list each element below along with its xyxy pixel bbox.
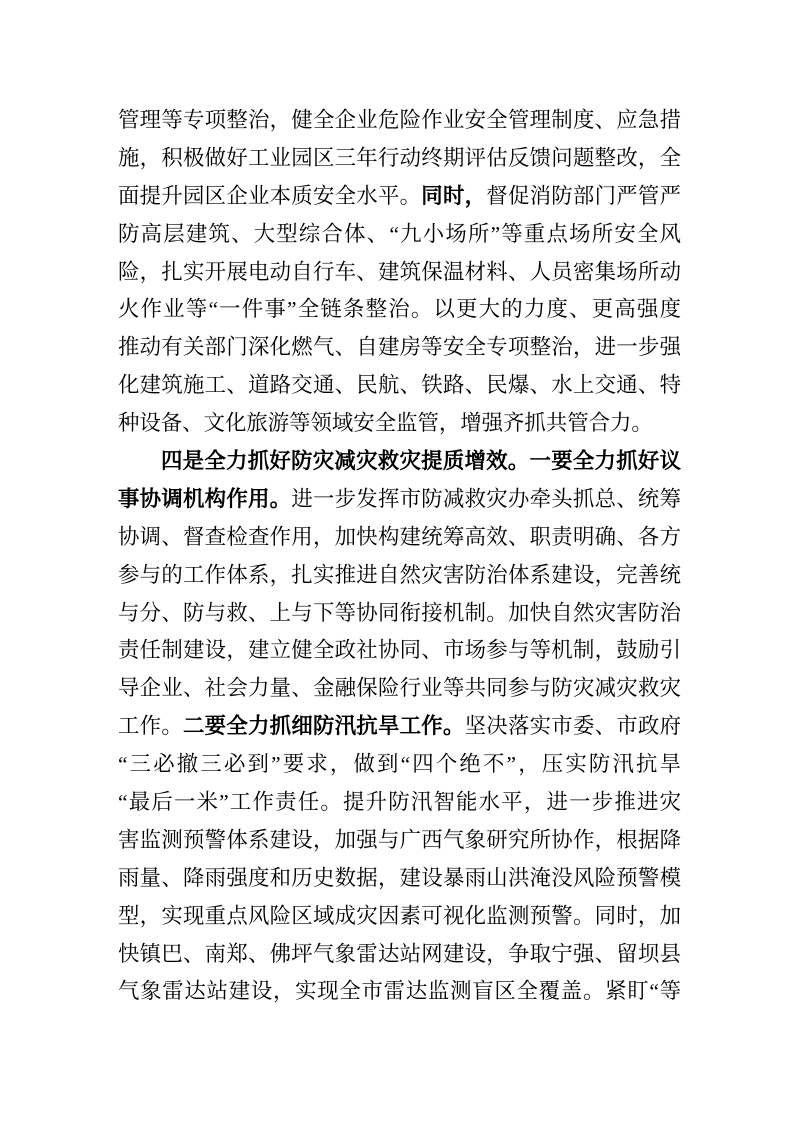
bold-text: 同时， xyxy=(421,183,487,208)
text-segment: 施，积极做好工业园区三年行动终期评估反馈问题整改，全 xyxy=(118,145,681,170)
text-segment: 化建筑施工、道路交通、民航、铁路、民爆、水上交通、特 xyxy=(118,373,681,398)
text-line xyxy=(118,595,681,633)
bold-text: 事协调机构作用。 xyxy=(118,486,292,511)
text-line xyxy=(118,746,681,784)
text-line xyxy=(118,405,681,443)
text-segment: 责任制建设，建立健全政社协同、市场参与等机制，鼓励引 xyxy=(118,638,681,663)
text-segment: 险，扎实开展电动自行车、建筑保温材料、人员密集场所动 xyxy=(118,259,681,284)
text-segment: 快镇巴、南郑、佛坪气象雷达站网建设，争取宁强、留坝县 xyxy=(118,941,681,966)
text-segment: 工作。 xyxy=(118,714,183,739)
text-line xyxy=(118,898,681,936)
text-line xyxy=(118,708,681,746)
text-segment: 督促消防部门严管严 xyxy=(486,183,681,208)
text-segment: 种设备、文化旅游等领域安全监管，增强齐抓共管合力。 xyxy=(118,411,653,436)
text-segment: 防高层建筑、大型综合体、“九小场所”等重点场所安全风 xyxy=(118,221,681,246)
text-line xyxy=(118,481,681,519)
text-segment: 推动有关部门深化燃气、自建房等安全专项整治，进一步强 xyxy=(118,335,681,360)
text-segment: 与分、防与救、上与下等协同衔接机制。加快自然灾害防治 xyxy=(118,600,681,625)
text-line xyxy=(118,216,681,254)
text-segment: 火作业等“一件事”全链条整治。以更大的力度、更高强度 xyxy=(118,297,681,322)
bold-text: 二要全力抓细防汛抗旱工作。 xyxy=(183,714,465,739)
text-segment: “三必撤三必到”要求，做到“四个绝不”，压实防汛抗旱 xyxy=(118,752,681,777)
text-segment: 雨量、降雨强度和历史数据，建设暴雨山洪淹没风险预警模 xyxy=(118,865,681,890)
text-line xyxy=(118,367,681,405)
text-line xyxy=(118,784,681,822)
text-line xyxy=(118,329,681,367)
bold-heading: 四是全力抓好防灾减灾救灾提质增效。一要全力抓好议 xyxy=(161,449,681,474)
text-line xyxy=(118,519,681,557)
text-segment: 参与的工作体系，扎实推进自然灾害防治体系建设，完善统 xyxy=(118,562,681,587)
text-line xyxy=(118,102,681,140)
text-line xyxy=(118,973,681,1011)
text-line xyxy=(118,860,681,898)
paragraph xyxy=(118,443,681,1011)
text-line xyxy=(118,291,681,329)
text-line xyxy=(118,140,681,178)
text-line xyxy=(118,178,681,216)
text-line xyxy=(118,670,681,708)
text-segment: “最后一米”工作责任。提升防汛智能水平，进一步推进灾 xyxy=(118,790,681,815)
text-line xyxy=(118,557,681,595)
text-line xyxy=(118,936,681,974)
text-segment: 协调、督查检查作用，加快构建统筹高效、职责明确、各方 xyxy=(118,524,681,549)
text-segment: 导企业、社会力量、金融保险行业等共同参与防灾减灾救灾 xyxy=(118,676,681,701)
text-line xyxy=(118,822,681,860)
text-line xyxy=(118,254,681,292)
paragraph xyxy=(118,102,681,443)
text-segment: 型，实现重点风险区域成灾因素可视化监测预警。同时，加 xyxy=(118,903,681,928)
text-segment: 进一步发挥市防减救灾办牵头抓总、统筹 xyxy=(291,486,681,511)
text-line xyxy=(118,632,681,670)
text-segment: 管理等专项整治，健全企业危险作业安全管理制度、应急措 xyxy=(118,108,681,132)
text-segment: 害监测预警体系建设，加强与广西气象研究所协作，根据降 xyxy=(118,827,681,852)
text-segment: 坚决落实市委、市政府 xyxy=(464,714,681,739)
body-text xyxy=(118,102,681,1011)
text-segment: 面提升园区企业本质安全水平。 xyxy=(118,183,422,208)
text-line xyxy=(118,443,681,481)
text-segment: 气象雷达站建设，实现全市雷达监测盲区全覆盖。紧盯“等 xyxy=(118,979,681,1004)
